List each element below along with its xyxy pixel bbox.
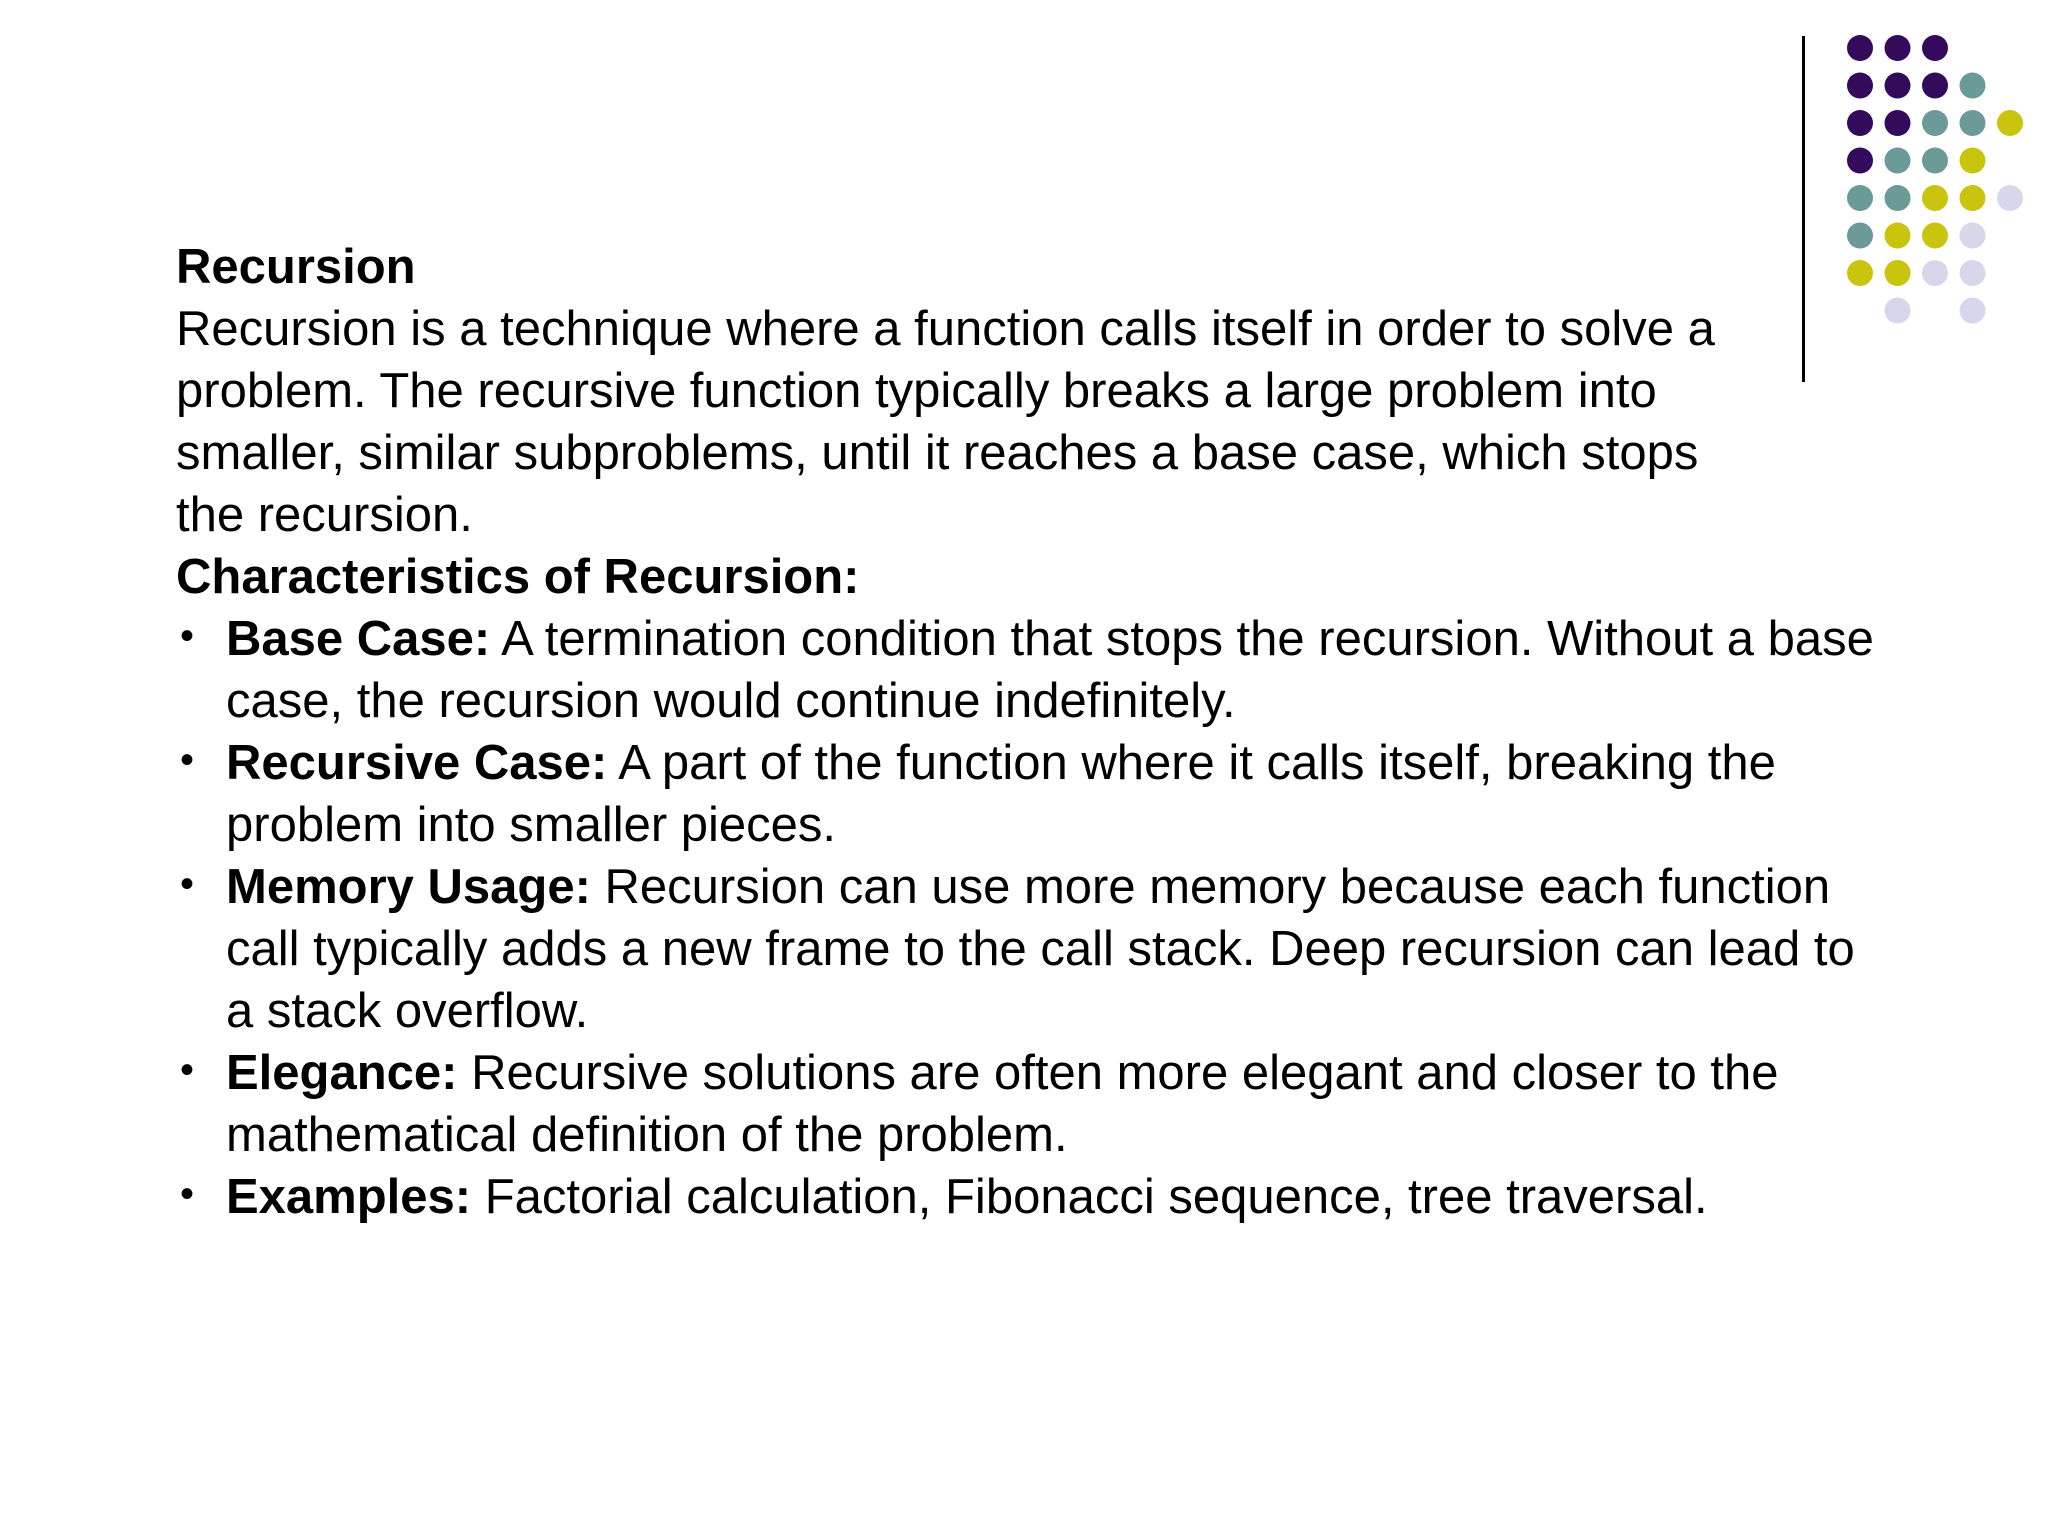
slide-body [176, 236, 1876, 1228]
decorative-dot [1885, 298, 1911, 324]
decorative-dot [1847, 185, 1873, 211]
decorative-dot [1885, 148, 1911, 174]
decorative-dot [1960, 185, 1986, 211]
decorative-dot [1960, 110, 1986, 136]
intro-paragraph: Recursion is a technique where a function calls itself in order to solve a problem. The recursive function typically breaks a large problem into smaller, similar subproblems, until it reaches a base case, which stops the recursion. [176, 302, 1715, 542]
decorative-dot [1960, 223, 1986, 249]
decorative-dot [1885, 185, 1911, 211]
bullet-text: A part of the function where it calls itself, breaking the problem into smaller pieces. [226, 736, 1776, 852]
list-item [176, 1042, 1876, 1166]
list-item [176, 608, 1876, 732]
bullet-term: Base Case: [226, 612, 491, 666]
decorative-dot [1922, 185, 1948, 211]
decorative-dot [1922, 223, 1948, 249]
decorative-dot [1922, 260, 1948, 286]
decorative-dot [1922, 148, 1948, 174]
characteristics-list [176, 608, 1876, 1228]
bullet-term: Memory Usage: [226, 860, 591, 914]
bullet-text: Recursion can use more memory because each function call typically adds a new frame to the call stack. Deep recursion can lead to a stack overflow. [226, 860, 1855, 1038]
decorative-dot [1885, 110, 1911, 136]
bullet-dot: • [180, 1172, 195, 1216]
decorative-dot [1997, 110, 2023, 136]
slide-title: Recursion [176, 240, 416, 294]
decorative-dot [1847, 35, 1873, 61]
characteristics-heading: Characteristics of Recursion: [176, 550, 860, 604]
bullet-dot: • [180, 1048, 195, 1092]
decorative-dot [1960, 298, 1986, 324]
list-item [176, 856, 1876, 1042]
bullet-term: Recursive Case: [226, 736, 608, 790]
decorative-dot [1997, 185, 2023, 211]
bullet-dot: • [180, 862, 195, 906]
decorative-dot [1847, 73, 1873, 99]
bullet-text: Recursive solutions are often more elegant and closer to the mathematical definition of the problem. [226, 1046, 1779, 1162]
decorative-dot [1922, 73, 1948, 99]
bullet-dot: • [180, 614, 195, 658]
list-item [176, 732, 1876, 856]
decorative-dot [1960, 148, 1986, 174]
bullet-dot: • [180, 738, 195, 782]
decorative-dot [1885, 223, 1911, 249]
bullet-text: Factorial calculation, Fibonacci sequence, tree traversal. [471, 1170, 1708, 1224]
decorative-dot [1960, 260, 1986, 286]
bullet-text: A termination condition that stops the recursion. Without a base case, the recursion would continue indefinitely. [226, 612, 1874, 728]
decorative-dot [1922, 110, 1948, 136]
bullet-term: Examples: [226, 1170, 472, 1224]
bullet-term: Elegance: [226, 1046, 458, 1100]
decorative-dot [1847, 148, 1873, 174]
decorative-dot [1885, 35, 1911, 61]
decorative-dot [1960, 73, 1986, 99]
decorative-dot [1885, 73, 1911, 99]
decorative-dot [1847, 110, 1873, 136]
list-item [176, 1166, 1876, 1228]
decorative-dot [1922, 35, 1948, 61]
decorative-dot [1885, 260, 1911, 286]
